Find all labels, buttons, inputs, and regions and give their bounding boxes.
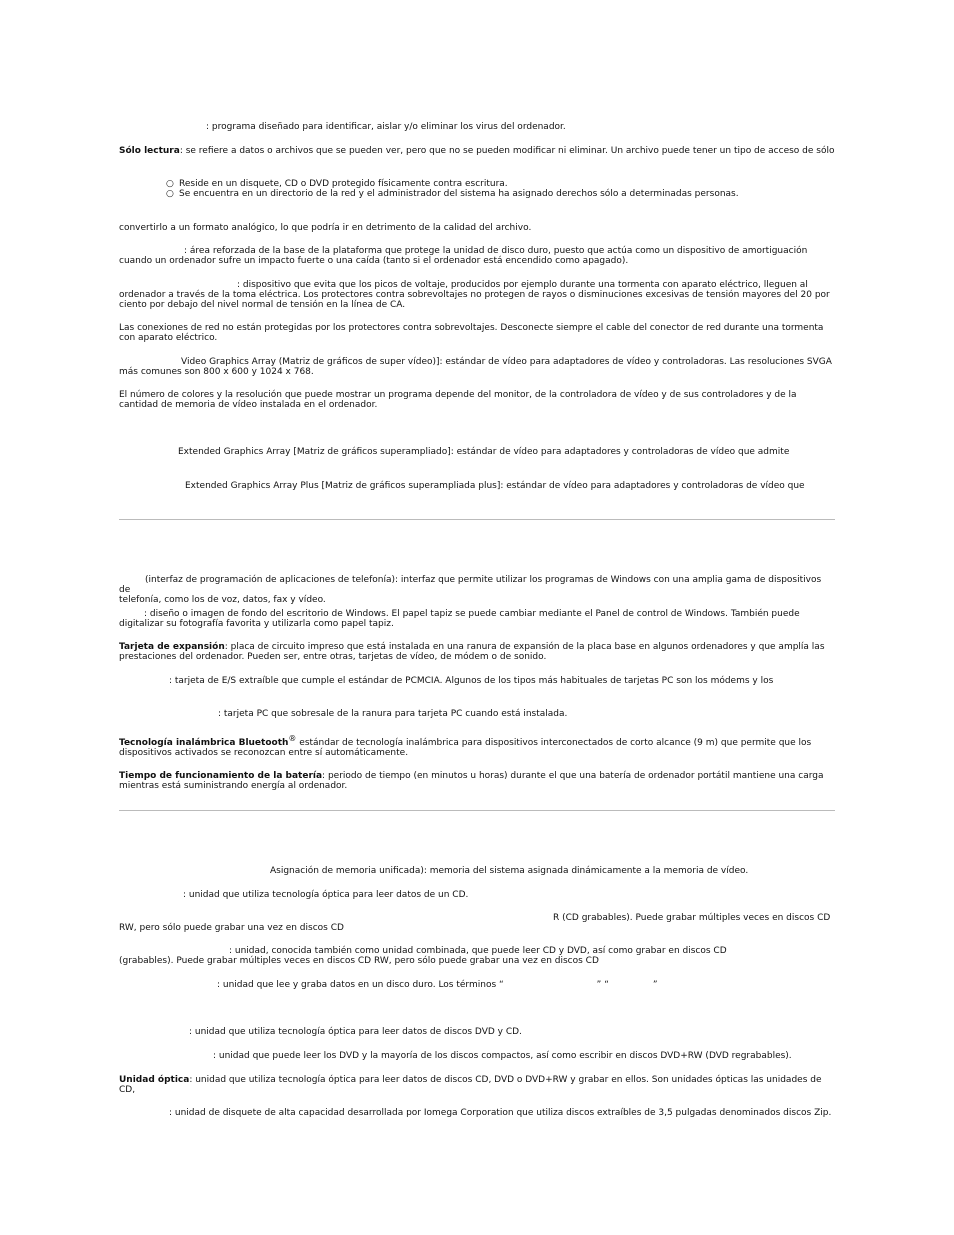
entry-tarjeta-pc-extendida [119,709,835,719]
entry-text: más comunes son 800 x 600 y 1024 x 768. [119,367,314,377]
entry-cd-rw [119,913,835,933]
def-solo-lectura: : se refiere a datos o archivos que se pueden ver, pero que no se pueden modificar ni eliminar. Un archivo puede tener un tipo de acceso de sólo [179,146,835,156]
entry-dvd-rw [119,1051,835,1061]
entry-convertirlo: convertirlo a un formato analógico, lo que podría ir en detrimento de la calidad del archivo. [119,223,532,233]
entry-text: Extended Graphics Array [Matriz de gráficos superampliado]: estándar de vídeo para adaptadores y controladoras de vídeo que admite [178,447,790,457]
entry-text: (interfaz de programación de aplicaciones de telefonía): interfaz que permite utilizar los programas de Windows con una amplia gama de dispositivos de [119,575,822,595]
term-bluetooth: Tecnología inalámbrica Bluetooth [119,738,289,748]
entry-combo [119,946,835,966]
list-item-text: Reside en un disquete, CD o DVD protegido físicamente contra escritura. [179,179,508,189]
entry-protector [119,280,835,310]
entry-text: Extended Graphics Array Plus [Matriz de gráficos superampliada plus]: estándar de vídeo para adaptadores y controladoras de vídeo que [185,481,805,491]
entry-text: cuando un ordenador sufre un impacto fuerte o una caída (tanto si el ordenador está encendido como apagado). [119,256,629,266]
entry-disco-duro [119,980,835,990]
entry-colores: El número de colores y la resolución que puede mostrar un programa depende del monitor, de la controladora de vídeo y de sus controladores y de la cantidad de memoria de vídeo instalada en el ordenador. [119,390,797,410]
list-item [0,189,739,199]
term-tarjeta-expansion: Tarjeta de expansión [119,642,225,652]
def-unidad-optica: : unidad que utiliza tecnología óptica para leer datos de discos CD, DVD o DVD+RW y grabar en ellos. Son unidades ópticas las unidades de CD, [119,1075,822,1095]
section-divider [119,519,835,520]
entry-text: : dispositivo que evita que los picos de voltaje, producidos por ejemplo durante una tormenta con aparato eléctrico, lleguen al [237,280,808,290]
entry-svga [119,357,835,377]
circle-bullet-icon: ○ [166,179,174,189]
entry-text: : unidad que lee y graba datos en un disco duro. Los términos “ [217,980,504,990]
entry-solo-lectura [119,146,835,156]
def-tarjeta-expansion: : placa de circuito impreso que está instalada en una ranura de expansión de la placa base en algunos ordenadores y que amplía las prestaciones del ordenador. Pueden ser, entre otras, tarjetas de vídeo, de módem o de sonido. [119,642,825,662]
entry-unidad-dvd [119,1027,835,1037]
entry-tiempo-bateria [119,771,835,791]
term-unidad-optica: Unidad óptica [119,1075,190,1085]
entry-soporte [119,246,835,266]
entry-text: : tarjeta de E/S extraíble que cumple el estándar de PCMCIA. Algunos de los tipos más habituales de tarjetas PC son los módems y los [169,676,774,686]
entry-text: : tarjeta PC que sobresale de la ranura para tarjeta PC cuando está instalada. [218,709,568,719]
entry-text: R (CD grabables). Puede grabar múltiples veces en discos CD [553,913,831,923]
entry-unidad-optica [119,1075,835,1095]
entry-text: : unidad, conocida también como unidad combinada, que puede leer CD y DVD, así como grabar en discos CD [229,946,727,956]
list-item [0,179,739,189]
section-divider [119,810,835,811]
entry-unidad-cd [119,890,835,900]
term-tiempo-bateria: Tiempo de funcionamiento de la batería [119,771,323,781]
entry-text: : diseño o imagen de fondo del escritorio de Windows. El papel tapiz se puede cambiar mediante el Panel de control de Windows. También puede [144,609,800,619]
entry-tarjeta-pc [119,676,835,686]
entry-text: Video Graphics Array (Matriz de gráficos de super vídeo)]: estándar de vídeo para adaptadores de vídeo y controladoras. Las resoluciones SVGA [181,357,832,367]
entry-conexiones: Las conexiones de red no están protegidas por los protectores contra sobrevoltajes. Desconecte siempre el cable del conector de red durante una tormenta con aparato eléctrico. [119,323,824,343]
entry-uma [119,866,835,876]
entry-sxga-plus [119,481,835,491]
entry-tapi [119,575,835,605]
entry-zip [119,1108,835,1118]
term-solo-lectura: Sólo lectura [119,146,180,156]
entry-text: digitalizar su fotografía favorita y utilizarla como papel tapiz. [119,619,394,629]
circle-bullet-icon: ○ [166,189,174,199]
entry-text: : programa diseñado para identificar, aislar y/o eliminar los virus del ordenador. [206,122,566,132]
entry-text: ” [652,980,658,990]
entry-papel-tapiz [119,609,835,629]
entry-text: : unidad de disquete de alta capacidad desarrollada por Iomega Corporation que utiliza discos extraíbles de 3,5 pulgadas denominados discos Zip. [169,1108,832,1118]
entry-text: ordenador a través de la toma eléctrica. Los protectores contra sobrevoltajes no protegen de rayos o disminuciones excesivas de tensión mayores del 20 por ciento por debajo del nivel normal de tensión en la línea de CA. [119,290,830,310]
list-item-text: Se encuentra en un directorio de la red y el administrador del sistema ha asignado derechos sólo a determinadas personas. [179,189,739,199]
entry-text: ” “ [596,980,609,990]
entry-text: Asignación de memoria unificada): memoria del sistema asignada dinámicamente a la memoria de vídeo. [270,866,749,876]
entry-text: telefonía, como los de voz, datos, fax y vídeo. [119,595,326,605]
def-tiempo-bateria: : periodo de tiempo (en minutos u horas) durante el que una batería de ordenador portátil mantiene una carga mientras está suministrando energía al ordenador. [119,771,824,791]
entry-text: : unidad que utiliza tecnología óptica para leer datos de discos DVD y CD. [189,1027,522,1037]
entry-text: : área reforzada de la base de la plataforma que protege la unidad de disco duro, puesto que actúa como un dispositivo de amortiguación [184,246,808,256]
entry-text: (grabables). Puede grabar múltiples veces en discos CD RW, pero sólo puede grabar una vez en discos CD [119,956,599,966]
entry-tarjeta-expansion [119,642,835,662]
entry-antivirus [119,122,835,132]
entry-sxga [119,447,835,457]
entry-text: : unidad que utiliza tecnología óptica para leer datos de un CD. [183,890,469,900]
solo-lectura-bullets [0,179,739,199]
def-bluetooth: estándar de tecnología inalámbrica para dispositivos interconectados de corto alcance (9 m) que permite que los dispositivos activados se reconozcan entre sí automáticamente. [119,738,812,758]
entry-text: RW, pero sólo puede grabar una vez en discos CD [119,923,344,933]
entry-bluetooth [119,734,835,758]
entry-text: : unidad que puede leer los DVD y la mayoría de los discos compactos, así como escribir en discos DVD+RW (DVD regrabables). [213,1051,792,1061]
registered-mark: ® [288,734,297,743]
